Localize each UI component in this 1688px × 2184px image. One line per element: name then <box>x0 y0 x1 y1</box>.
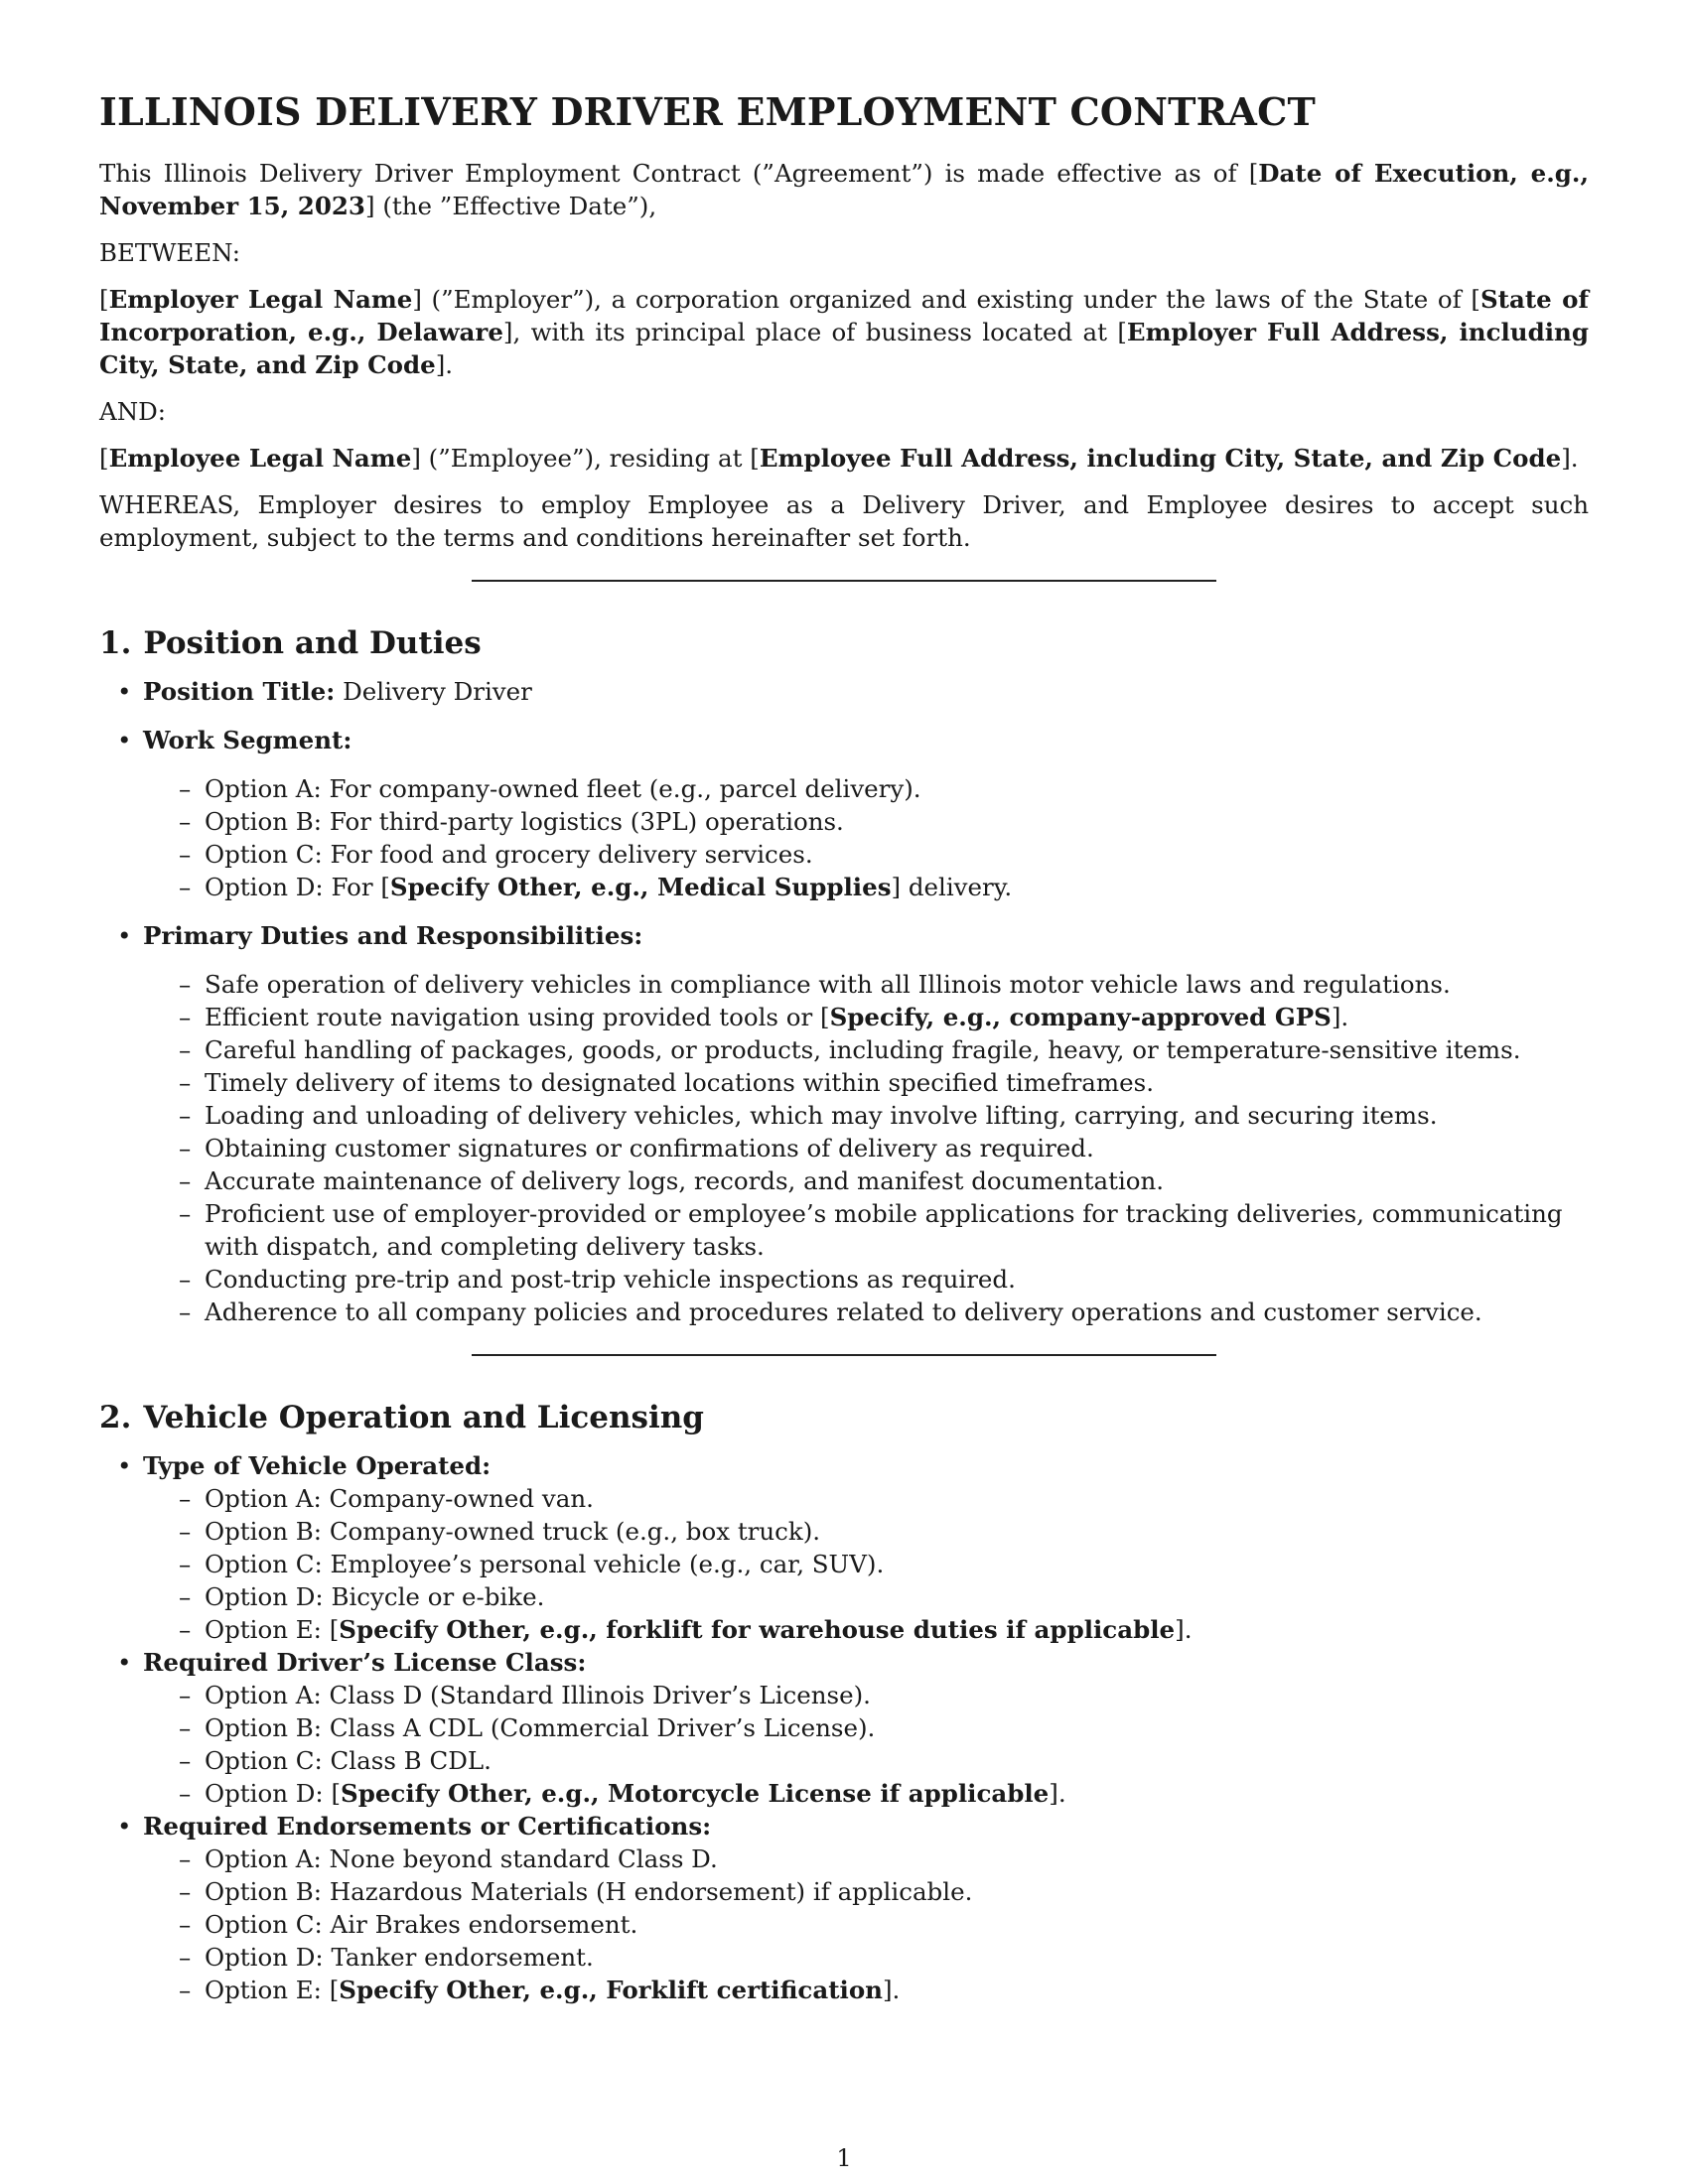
employee-paragraph: [Employee Legal Name] (”Employee”), residing at [Employee Full Address, including City, State, and Zip Code]. <box>99 444 1579 473</box>
sub-list-item: – Option E: [Specify Other, e.g., Forklift certification]. <box>205 1974 1589 2006</box>
section-list <box>99 1449 1589 2006</box>
sub-list-item: – Option C: For food and grocery delivery services. <box>205 838 1589 871</box>
sub-list <box>143 968 1589 1328</box>
sub-list-item: – Safe operation of delivery vehicles in compliance with all Illinois motor vehicle laws and regulations. <box>205 968 1589 1001</box>
sub-list-item: – Option B: For third-party logistics (3PL) operations. <box>205 805 1589 838</box>
sub-list-item: – Option B: Class A CDL (Commercial Driver’s License). <box>205 1711 1589 1744</box>
sub-list-item: – Option A: For company-owned fleet (e.g., parcel delivery). <box>205 772 1589 805</box>
employee-address-placeholder: Employee Full Address, including City, State, and Zip Code <box>759 444 1562 473</box>
list-item: • Required Endorsements or Certifications: – Option A: None beyond standard Class D. – Option B: Hazardous Materials (H endorsement) if applicable. – Option C: Air Brakes endorsement. – Option D: Tanker endorsement. – Option E: [Specify Other, e.g., Forklift certification]. <box>143 1810 1589 2006</box>
sub-list-item: – Option C: Class B CDL. <box>205 1744 1589 1777</box>
sub-list-item: – Obtaining customer signatures or confirmations of delivery as required. <box>205 1132 1589 1164</box>
sub-list-item: – Option C: Air Brakes endorsement. <box>205 1908 1589 1941</box>
sub-list <box>143 1679 1589 1810</box>
sub-list-item: – Option D: For [Specify Other, e.g., Medical Supplies] delivery. <box>205 871 1589 903</box>
between-label: BETWEEN: <box>99 238 240 267</box>
section-position-duties <box>99 623 1589 1328</box>
sub-list-item: – Accurate maintenance of delivery logs, records, and manifest documentation. <box>205 1164 1589 1197</box>
effective-date-paragraph: This Illinois Delivery Driver Employment Contract (”Agreement”) is made effective as of [Date of Execution, e.g., November 15, 2023] (the ”Effective Date”), <box>99 159 1589 220</box>
sub-list-item: – Adherence to all company policies and procedures related to delivery operations and customer service. <box>205 1296 1589 1328</box>
sub-list-item: – Proficient use of employer-provided or employee’s mobile applications for tracking deliveries, communicating with dispatch, and completing delivery tasks. <box>205 1197 1589 1263</box>
section-divider <box>472 580 1216 582</box>
sub-list-item: – Timely delivery of items to designated locations within specified timeframes. <box>205 1066 1589 1099</box>
section-heading: 2. Vehicle Operation and Licensing <box>99 1400 704 1435</box>
document-page <box>99 89 1589 2006</box>
sub-list-item: – Efficient route navigation using provided tools or [Specify, e.g., company-approved GPS]. <box>205 1001 1589 1033</box>
sub-list <box>143 1843 1589 2006</box>
sub-list-item: – Option D: [Specify Other, e.g., Motorcycle License if applicable]. <box>205 1777 1589 1810</box>
list-item: • Primary Duties and Responsibilities: – Safe operation of delivery vehicles in compliance with all Illinois motor vehicle laws and regulations. – Efficient route navigation using provided tools or [Specify, e.g., company-approved GPS]. – Careful handling of packages, goods, or products, including fragile, heavy, or temperature-sensitive items. – Timely delivery of items to designated locations within specified timeframes. – Loading and unloading of delivery vehicles, which may involve lifting, carrying, and securing items. – Obtaining customer signatures or confirmations of delivery as required. – Accurate maintenance of delivery logs, records, and manifest documentation. – Proficient use of employer-provided or employee’s mobile applications for tracking deliveries, communicating with dispatch, and completing delivery tasks. – Conducting pre-trip and post-trip vehicle inspections as required. – Adherence to all company policies and procedures related to delivery operations and customer service. <box>143 919 1589 1328</box>
sub-list-item: – Option B: Company-owned truck (e.g., box truck). <box>205 1515 1589 1548</box>
sub-list-item: – Option A: Company-owned van. <box>205 1482 1589 1515</box>
section-heading: 1. Position and Duties <box>99 625 482 661</box>
whereas-paragraph: WHEREAS, Employer desires to employ Employee as a Delivery Driver, and Employee desires to accept such employment, subject to the terms and conditions hereinafter set forth. <box>99 490 1589 552</box>
sub-list <box>143 1482 1589 1646</box>
sub-list-item: – Option D: Bicycle or e-bike. <box>205 1580 1589 1613</box>
employer-name-placeholder: Employer Legal Name <box>108 285 413 314</box>
sub-list-item: – Option C: Employee’s personal vehicle (e.g., car, SUV). <box>205 1548 1589 1580</box>
section-vehicle-licensing <box>99 1398 1589 2006</box>
sub-list-item: – Option A: None beyond standard Class D. <box>205 1843 1589 1875</box>
section-divider <box>472 1354 1216 1356</box>
list-item: • Required Driver’s License Class: – Option A: Class D (Standard Illinois Driver’s License). – Option B: Class A CDL (Commercial Driver’s License). – Option C: Class B CDL. – Option D: [Specify Other, e.g., Motorcycle License if applicable]. <box>143 1646 1589 1810</box>
page-number: 1 <box>836 2144 852 2172</box>
section-list <box>99 675 1589 1328</box>
sub-list-item: – Option B: Hazardous Materials (H endorsement) if applicable. <box>205 1875 1589 1908</box>
employee-name-placeholder: Employee Legal Name <box>108 444 412 473</box>
sub-list-item: – Conducting pre-trip and post-trip vehicle inspections as required. <box>205 1263 1589 1296</box>
sub-list-item: – Loading and unloading of delivery vehicles, which may involve lifting, carrying, and securing items. <box>205 1099 1589 1132</box>
sub-list-item: – Careful handling of packages, goods, or products, including fragile, heavy, or temperature-sensitive items. <box>205 1033 1589 1066</box>
list-item: • Work Segment: – Option A: For company-owned fleet (e.g., parcel delivery). – Option B: For third-party logistics (3PL) operations. – Option C: For food and grocery delivery services. – Option D: For [Specify Other, e.g., Medical Supplies] delivery. <box>143 724 1589 903</box>
and-label: AND: <box>99 397 167 426</box>
sub-list-item: – Option A: Class D (Standard Illinois Driver’s License). <box>205 1679 1589 1711</box>
document-title: ILLINOIS DELIVERY DRIVER EMPLOYMENT CONTRACT <box>99 89 1317 134</box>
sub-list-item: – Option D: Tanker endorsement. <box>205 1941 1589 1974</box>
state-placeholder: State of Incorporation, e.g., Delaware <box>99 285 1590 346</box>
list-item: • Position Title: Delivery Driver <box>143 675 1589 708</box>
sub-list-item: – Option E: [Specify Other, e.g., forklift for warehouse duties if applicable]. <box>205 1613 1589 1646</box>
employer-paragraph: [Employer Legal Name] (”Employer”), a corporation organized and existing under the laws of the State of [State of Incorporation, e.g., Delaware], with its principal place of business located at [Employer Full Address, including City, State, and Zip Code]. <box>99 285 1590 379</box>
date-placeholder: Date of Execution, e.g., November 15, 2023 <box>99 159 1589 220</box>
employer-address-placeholder: Employer Full Address, including City, State, and Zip Code <box>99 318 1589 379</box>
sub-list <box>143 772 1589 903</box>
list-item: • Type of Vehicle Operated: – Option A: Company-owned van. – Option B: Company-owned truck (e.g., box truck). – Option C: Employee’s personal vehicle (e.g., car, SUV). – Option D: Bicycle or e-bike. – Option E: [Specify Other, e.g., forklift for warehouse duties if applicable]. <box>143 1449 1589 1646</box>
